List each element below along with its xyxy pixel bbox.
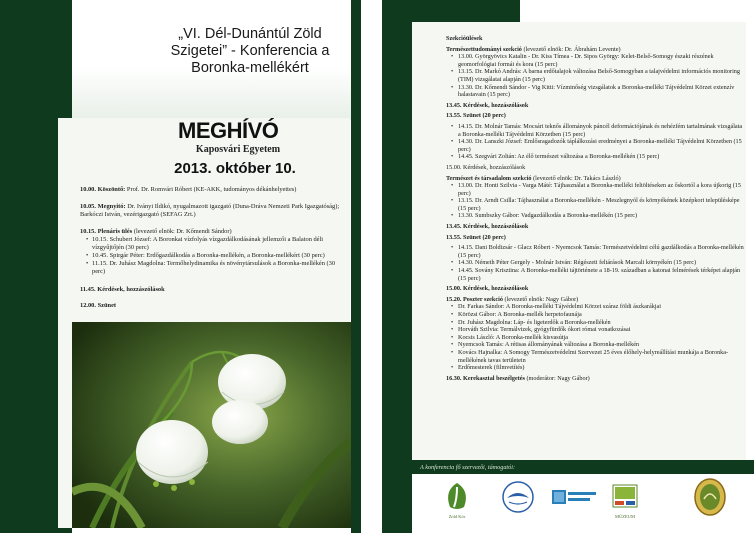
ngo-logo — [552, 478, 596, 516]
museum-logo — [608, 478, 642, 516]
emblem-logo — [690, 478, 730, 516]
list-item: • 10.45. Spirgár Péter: Erdőgazdálkodás a Boronka-mellékén, a Boronka-mellékért (30 perc) — [86, 252, 348, 260]
venue: Kaposvári Egyetem — [195, 144, 281, 155]
list-item: • 13.30. Sumbszky Gábor: Vadgazdálkodás a Boronka-mellékén (15 perc) — [451, 212, 746, 220]
program-item: 10.05. Megnyitó: Dr. Iványi Ildikó, nyugalmazott igazgató (Duna-Dráva Nemzeti Park Igazgatóság); Barkóczi István, vezérigazgató (SEFAG Zrt.) — [80, 203, 340, 218]
left-right-edge — [351, 0, 361, 533]
list-item: • Horváth Szilvia: Termálvizek, gyógyfürdők ókori római vonatkozásai — [451, 326, 746, 334]
zold-kor-logo — [440, 478, 474, 516]
list-item: • 13.30. Dr. Kőmendi Sándor - Vig Kitti: Vízminőség vizsgálatok a Boronka-melléki Tájvédelmi Körzet extenzív halastavain (15 perc) — [451, 84, 746, 99]
list-item: • Nyemcsok Tamás: A rétisas állományának változása a Boronka-mellékén — [451, 341, 746, 349]
bird-logo — [498, 478, 538, 516]
list-item: • Körözsi Gábor: A Boronka-mellék herpetofaunája — [451, 311, 746, 319]
list-item: • Kocsis László: A Boronka-mellék kisvasútja — [451, 334, 746, 342]
list-item: • 13.00. Dr. Honti Szilvia - Varga Máté: Tájhasználat a Boronka-melléki feltöltéseken az őskortól a kora újkorig (15 perc) — [451, 182, 746, 197]
snowflake-flower-photo — [72, 322, 351, 528]
invitation-heading: MEGHÍVÓ — [178, 118, 279, 143]
list-item: • 14.45. Szegvári Zoltán: Az élő természet változása a Boronka-mellékén (15 perc) — [451, 153, 746, 161]
list-item: • Erdőmesterek (filmvetítés) — [451, 364, 746, 372]
conference-title: „VI. Dél-Dunántúl Zöld Szigetei” - Konferencia a Boronka-mellékért — [170, 26, 330, 76]
organizers-label: A konferencia fő szervezői, támogatói: — [420, 464, 516, 471]
sections-title: Szekcióülések — [446, 35, 483, 42]
program-item: 10.00. Köszöntő: Prof. Dr. Romvári Róbert (KE-AKK, tudományos dékánhelyettes) — [80, 186, 297, 193]
list-item: • 14.15. Dani Boldizsár - Glacz Róbert - Nyemcsok Tamás: Természetvédelmi célú gazdálkodás a Boronka-mellékén (15 perc) — [451, 244, 746, 259]
program-item: 12.00. Szünet — [80, 302, 117, 309]
list-item: • 14.30. Dr. Lanszki József: Emlősragadozók táplálkozási eredményei a Boronka-melléki Tájvédelmi Körzetben (15 perc) — [451, 138, 746, 153]
list-item: • Dr. Farkas Sándor: A Boronka-melléki Tájvédelmi Körzet száraz földi ászkarákjai — [451, 303, 746, 311]
list-item: • 14.15. Dr. Molnár Tamás: Mocsári teknős állományok páncél deformációjának és nehézfém tartalmának vizsgálata a Boronka-melléki Tájvédelmi Körzetben (15 perc) — [451, 123, 746, 138]
program-item: 10.15. Plenáris ülés (levezető elnök: Dr. Kőmendi Sándor) • 10.15. Schubert József: A Boronkai vízfolyás vízgazdálkodásának jellemzői a Balaton déli vízgyűjtőjén (30 perc) • 10.45. Spirgár Péter: Erdőgazdálkodás a Boronka-mellékén, a Boronka-mellékért (30 perc) • 11.15. Dr. Juhász Magdolna: Termőhelydinamika és növénytársulások a Boronka-mellékén (30 perc) — [80, 228, 348, 276]
right-top-band — [382, 0, 520, 22]
logo-caption: Zöld Kör — [448, 514, 466, 519]
list-item: • Dr. Juhász Magdolna: Láp- és ligeterdők a Boronka-mellékén — [451, 319, 746, 327]
list-item: • 11.15. Dr. Juhász Magdolna: Termőhelydinamika és növénytársulások a Boronka-mellékén (30 perc) — [86, 260, 348, 276]
event-date: 2013. október 10. — [174, 160, 296, 177]
list-item: • 13.00. Györgyövics Katalin - Dr. Kiss Tímea - Dr. Sipos György: Kelet-Belső-Somogy északi részének geomorfológiai formái és kora (15 perc) — [451, 53, 746, 68]
list-item: • 14.30. Németh Péter Gergely - Molnár István: Régészeti feltárások Marcali környékén (15 perc) — [451, 259, 746, 267]
list-item: • 13.15. Dr. Arndt Csilla: Tájhasználat a Boronka-mellékén - Meszlegnyól és környékének középkori településképe (15 perc) — [451, 197, 746, 212]
list-item: • 14.45. Sovány Krisztina: A Boronka-melléki tájtörténete a 18-19. században a katonai felmérések térképei alapján (15 perc) — [451, 267, 746, 282]
list-item: • 13.15. Dr. Markó András: A barna erdőtalajok változása Belső-Somogyban a talajvédelmi információs monitoring (TIM) vizsgálatai alapján (15 perc) — [451, 68, 746, 83]
sections-schedule: Szekcióülések Természettudományi szekció (levezető elnök: Dr. Ábrahám Levente) • 13.00. Györgyövics Katalin - Dr. Kiss Tímea - Dr. Sipos György: Kelet-Belső-Somogy északi részének geomorfológiai formái és kora (15 perc) • 13.15. Dr. Markó András: A barna erdőtalajok változása Belső-Somogyban a talajvédelmi információs monitoring (TIM) vizsgálatai alapján (15 perc) • 13.30. Dr. Kőmendi Sándor - Vig Kitti: Vízminőség vizsgálatok a Boronka-melléki Tájvédelmi Körzet extenzív halastavain (15 perc) 13.45. Kérdések, hozzászólások 13.55. Szünet (20 perc) • 14.15. Dr. Molnár Tamás: Mocsári teknős állományok páncél deformációjának és nehézfém tartalmának vizsgálata a Boronka-melléki Tájvédelmi Körzetben (15 perc) • 14.30. Dr. Lanszki József: Emlősragadozók táplálkozási eredményei a Boronka-melléki Tájvédelmi Körzetben (15 perc) • 14.45. Szegvári Zoltán: Az élő természet változása a Boronka-mellékén (15 perc) 15.00. Kérdések, hozzászólások Természet és társadalom szekció (levezető elnök: Dr. Takács László) • 13.00. Dr. Honti Szilvia - Varga Máté: Tájhasználat a Boronka-melléki feltöltéseken az őskortól a kora újkorig (15 perc) • 13.15. Dr. Arndt Csilla: Tájhasználat a Boronka-mellékén - Meszlegnyól és környékének középkori településképe (15 perc) • 13.30. Sumbszky Gábor: Vadgazdálkodás a Boronka-mellékén (15 perc) 13.45. Kérdések, hozzászólások 13.55. Szünet (20 perc) • 14.15. Dani Boldizsár - Glacz Róbert - Nyemcsok Tamás: Természetvédelmi célú gazdálkodás a Boronka-mellékén (15 perc) • 14.30. Németh Péter Gergely - Molnár István: Régészeti feltárások Marcali környékén (15 perc) • 14.45. Sovány Krisztina: A Boronka-melléki tájtörténete a 18-19. században a katonai felmérések térképei alapján (15 perc) 15.00. Kérdések, hozzászólások 15.20. Poszter szekció (levezető elnök: Nagy Gábor) • Dr. Farkas Sándor: A Boronka-melléki Tájvédelmi Körzet száraz földi ászkarákjai • Körözsi Gábor: A Boronka-mellék herpetofaunája • Dr. Juhász Magdolna: Láp- és ligeterdők a Boronka-mellékén • Horváth Szilvia: Termálvizek, gyógyfürdők ókori római vonatkozásai • Kocsis László: A Boronka-mellék kisvasútja • Nyemcsok Tamás: A rétisas állományának változása a Boronka-mellékén • Kovács Hajnalka: A Somogy Természetvédelmi Szervezet 25 éves élőhely-helyreállítási munkája a Boronka-mellékének tavas területein • Erdőmesterek (filmvetítés) 16.30. Kerekasztal beszélgetés (moderátor: Nagy Gábor) — [446, 35, 746, 382]
logo-caption: MÚZEUM — [615, 514, 635, 519]
list-item: • Kovács Hajnalka: A Somogy Természetvédelmi Szervezet 25 éves élőhely-helyreállítási munkája a Boronka-mellékének tavas területein — [451, 349, 746, 364]
list-item: • 10.15. Schubert József: A Boronkai vízfolyás vízgazdálkodásának jellemzői a Balaton déli vízgyűjtőjén (30 perc) — [86, 236, 348, 252]
program-item: 11.45. Kérdések, hozzászólások — [80, 286, 165, 293]
